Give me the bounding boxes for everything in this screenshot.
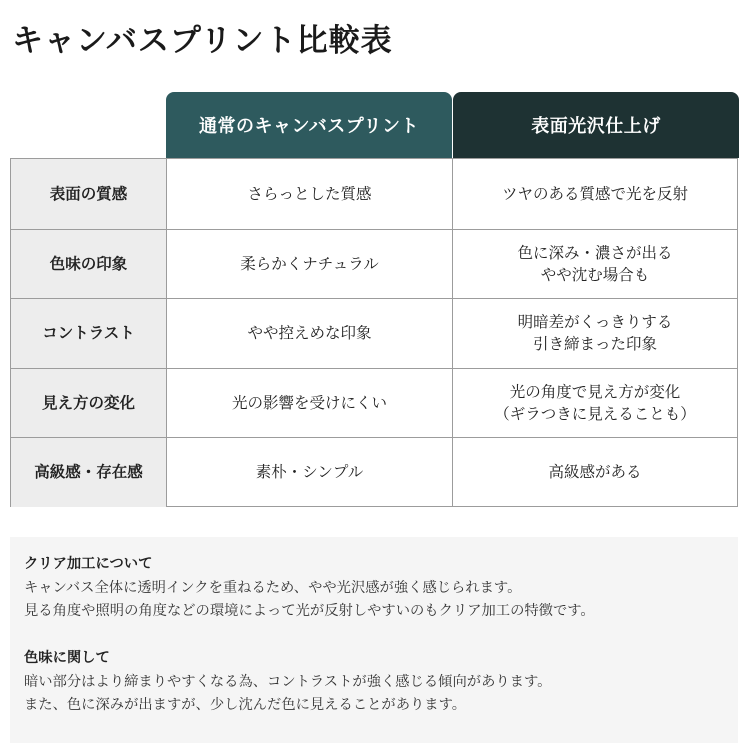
standard-cell-line: さらっとした質感 [247,184,372,203]
gloss-cell [453,369,737,438]
standard-cell-line: 柔らかくナチュラル [240,254,379,273]
standard-cell [167,230,453,299]
gloss-cell-line: （ギラつきに見えることも） [494,404,696,423]
standard-cell [167,159,453,229]
table-row [11,368,737,438]
note-line: キャンバス全体に透明インクを重ねるため、やや光沢感が強く感じられます。 [24,579,522,596]
row-label: 見え方の変化 [11,369,167,438]
note-heading: クリア加工について [24,556,153,572]
gloss-cell-line: やや沈む場合も [540,265,650,284]
table-row [11,298,737,368]
gloss-cell [453,438,737,507]
row-label: コントラスト [11,299,167,368]
gloss-cell [453,299,737,368]
standard-cell-line: 光の影響を受けにくい [231,393,387,412]
table-row [11,229,737,299]
note-line: 見る角度や照明の角度などの環境によって光が反射しやすいのもクリア加工の特徴です。 [24,603,595,619]
standard-cell [167,438,453,507]
page-title: キャンバスプリント比較表 [12,23,393,59]
row-label: 色味の印象 [11,230,167,299]
note-spacer [24,624,724,648]
standard-cell [167,299,453,368]
table-row [11,159,737,229]
standard-cell-line: やや控えめな印象 [247,324,372,343]
notes-box [10,537,738,743]
gloss-cell-line: 高級感がある [548,463,642,482]
row-label: 表面の質感 [11,159,167,229]
note-line: また、色に深みが出ますが、少し沈んだ色に見えることがあります。 [24,697,467,713]
gloss-cell-line: 引き締まった印象 [532,335,657,354]
table-row [11,437,737,507]
row-label: 高級感・存在感 [11,438,167,507]
gloss-cell [453,159,737,229]
note-line: 暗い部分はより締まりやすくなる為、コントラストが強く感じる傾向があります。 [24,673,552,690]
standard-cell-line: 素朴・シンプル [255,463,364,482]
column-header-gloss: 表面光沢仕上げ [453,92,739,158]
gloss-cell-line: 色に深み・濃さが出る [517,243,673,262]
gloss-cell [453,230,737,299]
note-heading: 色味に関して [24,650,110,666]
comparison-table [10,158,738,507]
gloss-cell-line: ツヤのある質感で光を反射 [501,184,688,203]
standard-cell [167,369,453,438]
gloss-cell-line: 光の角度で見え方が変化 [509,382,681,401]
column-header-standard: 通常のキャンバスプリント [166,92,452,158]
gloss-cell-line: 明暗差がくっきりする [517,313,673,332]
